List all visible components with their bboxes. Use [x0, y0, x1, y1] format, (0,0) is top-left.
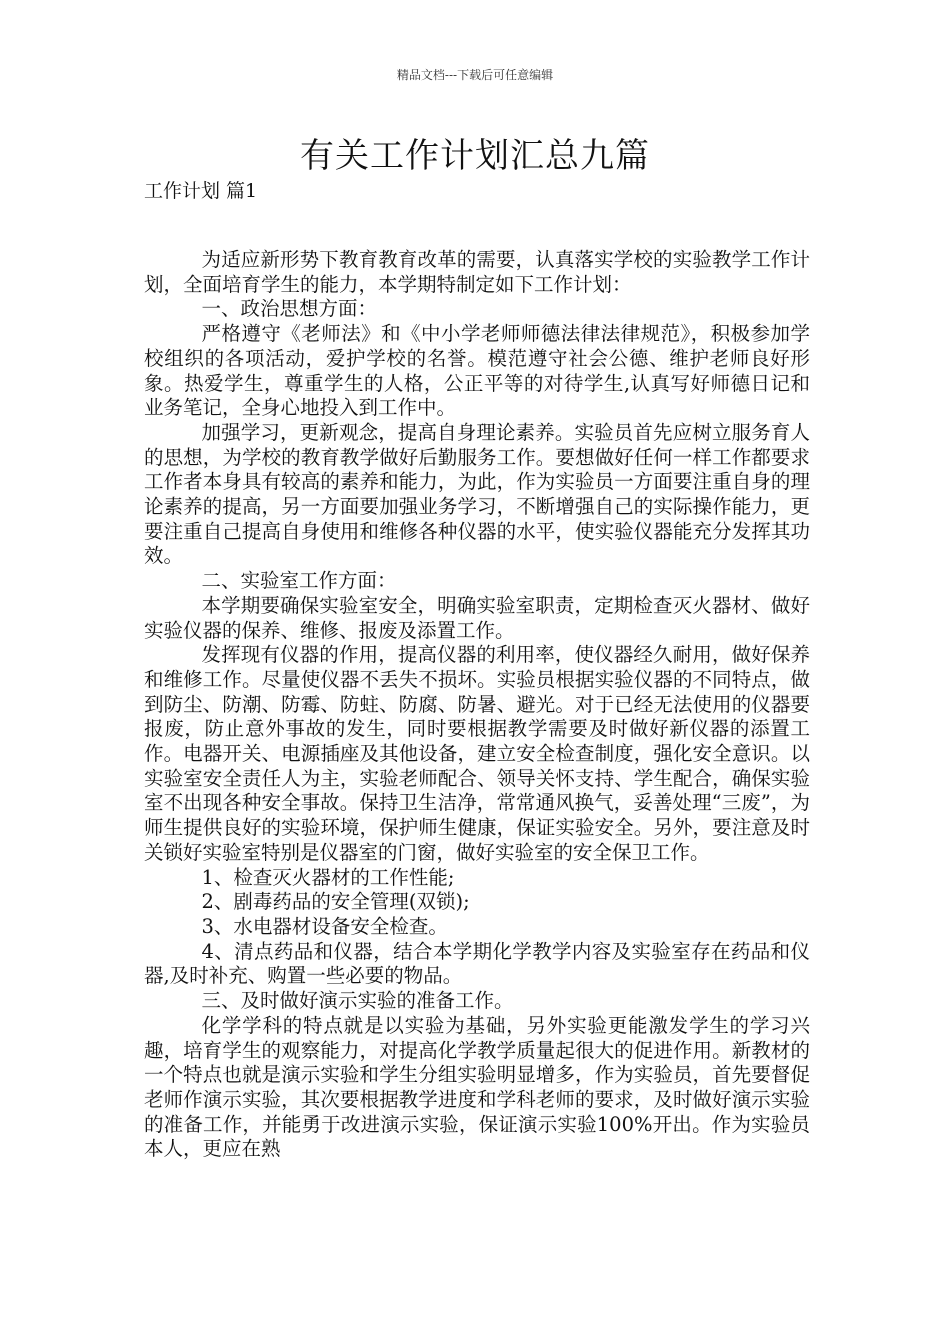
- paragraph: 化学学科的特点就是以实验为基础，另外实验更能激发学生的学习兴趣，培育学生的观察能力，对提高化学教学质量起很大的促进作用。新教材的一个特点也就是演示实验和学生分组实验明显增多，作为实验员，首先要督促老师作演示实验，其次要根据教学进度和学科老师的要求，及时做好演示实验的准备工作，并能勇于改进演示实验，保证演示实验100%开出。作为实验员本人，更应在熟: [144, 1013, 810, 1161]
- list-item: 3、水电器材设备安全检查。: [201, 914, 448, 938]
- document-title: 有关工作计划汇总九篇: [300, 136, 650, 176]
- section-heading: 三、及时做好演示实验的准备工作。: [201, 989, 514, 1013]
- paragraph: 为适应新形势下教育教育改革的需要，认真落实学校的实验教学工作计划，全面培育学生的能力，本学期特制定如下工作计划：: [144, 248, 810, 296]
- paragraph: 发挥现有仪器的作用，提高仪器的利用率，使仪器经久耐用，做好保养和维修工作。尽量使仪器不丢失不损坏。实验员根据实验仪器的不同特点，做到防尘、防潮、防霉、防蛀、防腐、防暑、避光。对于已经无法使用的仪器要报废，防止意外事故的发生，同时要根据教学需要及时做好新仪器的添置工作。电器开关、电源插座及其他设备，建立安全检查制度，强化安全意识。以实验室安全责任人为主，实验老师配合、领导关怀支持、学生配合，确保实验室不出现各种安全事故。保持卫生洁净，常常通风换气，妥善处理“三废”，为师生提供良好的实验环境，保护师生健康，保证实验安全。另外，要注意及时关锁好实验室特别是仪器室的门窗，做好实验室的安全保卫工作。: [144, 643, 810, 864]
- paragraph: 本学期要确保实验室安全，明确实验室职责，定期检查灭火器材、做好实验仪器的保养、维修、报废及添置工作。: [144, 593, 810, 642]
- section-label: 工作计划 篇1: [144, 180, 258, 202]
- list-item: 2、剧毒药品的安全管理(双锁);: [201, 890, 470, 914]
- paragraph: 加强学习，更新观念，提高自身理论素养。实验员首先应树立服务育人的思想，为学校的教育教学做好后勤服务工作。要想做好任何一样工作都要求工作者本身具有较高的素养和能力，为此，作为实验员一方面要注重自身的理论素养的提高，另一方面要加强业务学习，不断增强自己的实际操作能力，更要注重自己提高自身使用和维修各种仪器的水平，使实验仪器能充分发挥其功效。: [144, 420, 810, 568]
- page-header-note: 精品文档---下载后可任意编辑: [396, 68, 554, 82]
- section-heading: 一、政治思想方面：: [201, 297, 378, 321]
- section-heading: 二、实验室工作方面：: [201, 569, 397, 593]
- list-item: 1、检查灭火器材的工作性能;: [201, 865, 455, 889]
- list-item: 4、清点药品和仪器，结合本学期化学教学内容及实验室存在药品和仪器,及时补充、购置一些必要的物品。: [144, 939, 810, 988]
- paragraph: 严格遵守《老师法》和《中小学老师师德法律法律规范》，积极参加学校组织的各项活动，爱护学校的名誉。模范遵守社会公德、维护老师良好形象。热爱学生，尊重学生的人格，公正平等的对待学生,认真写好师德日记和业务笔记，全身心地投入到工作中。: [144, 322, 810, 420]
- document-body: [144, 248, 810, 1162]
